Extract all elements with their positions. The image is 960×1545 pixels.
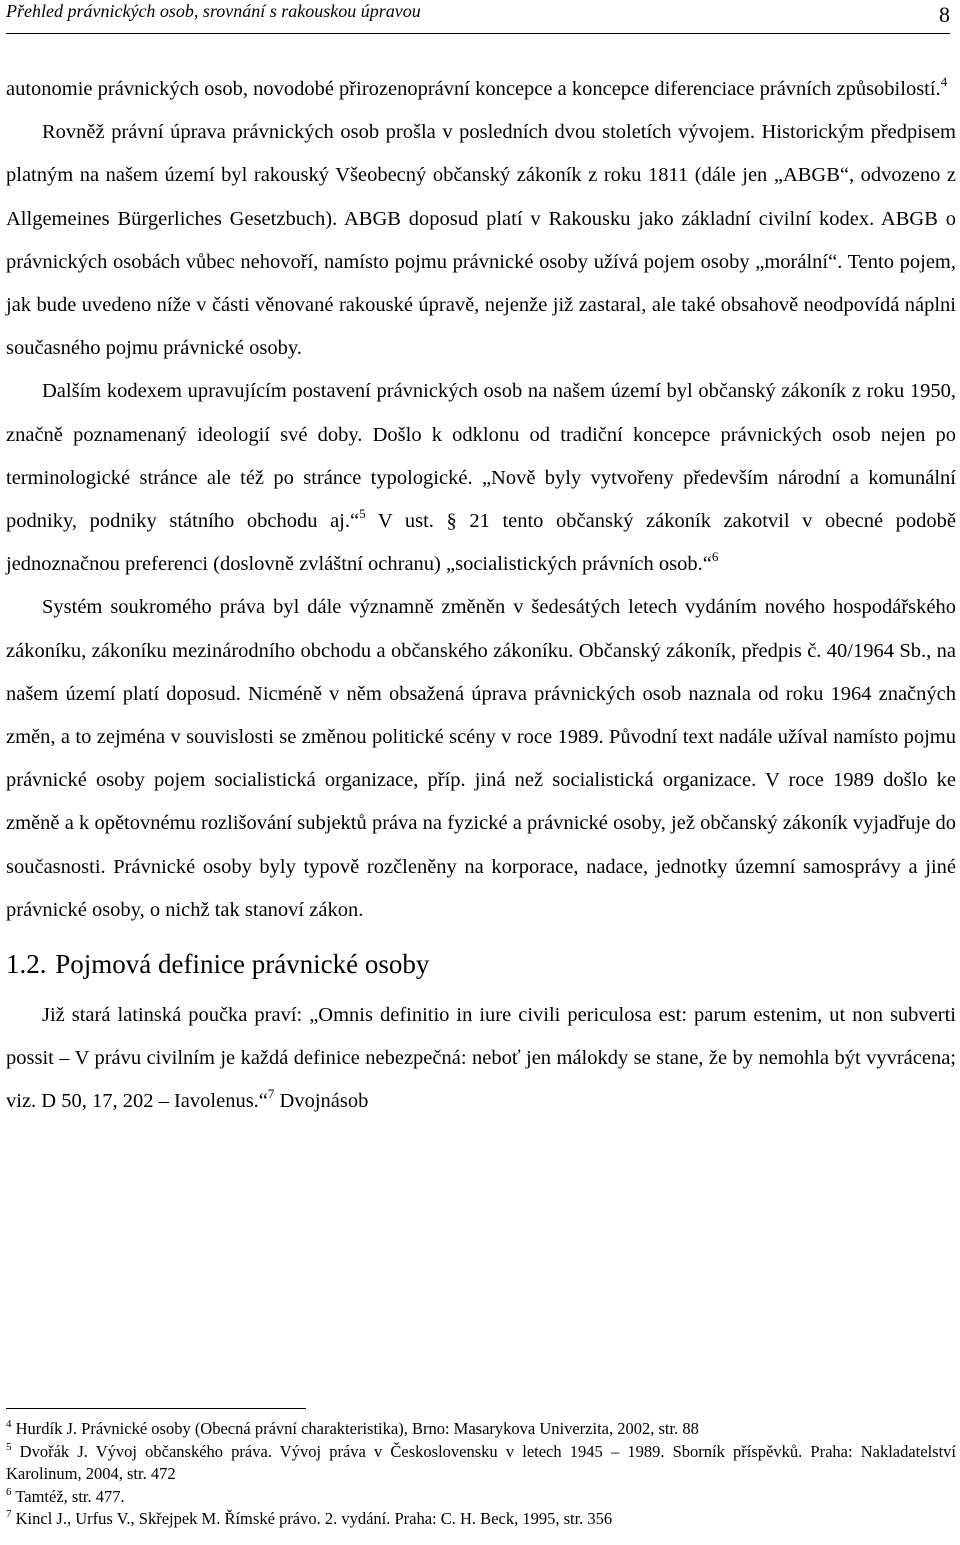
paragraph-4: Systém soukromého práva byl dále významně změněn v šedesátých letech vydáním nového hospodářského zákoníku, zákoníku mezinárodního obchodu a občanského zákoníku. Občanský zákoník, předpis č. 40/1964 Sb., na našem území platí doposud. Nicméně v něm obsažená úprava právnických osob naznala od roku 1964 značných změn, a to zejména v souvislosti se změnou politické scény v roce 1989. Původní text nadále užíval namísto pojmu právnické osoby pojem socialistická organizace, příp. jiná než socialistická organizace. V roce 1989 došlo ke změně a k opětovnému rozlišování subjektů práva na fyzické a právnické osoby, jež občanský zákoník vyjadřuje do současnosti. Právnické osoby byly typově rozčleněny na korporace, nadace, jednotky územní samosprávy a jiné právnické osoby, o nichž tak stanoví zákon.: [6, 596, 956, 921]
page-number: 8: [939, 2, 950, 27]
section-number: 1.2.: [6, 949, 47, 980]
section-heading: [6, 938, 956, 990]
footnote-separator: [6, 1408, 306, 1409]
section-title: Pojmová definice právnické osoby: [55, 949, 430, 980]
footnote-5: $^5$ Dvořák J. Vývoj občanského práva. Vývoj práva v Československu v letech 1945 – 1989. Sborník příspěvků. Praha: Nakladatelství Karolinum, 2004, str. 472: [6, 1440, 957, 1483]
paragraph-1: autonomie právnických osob, novodobé přirozenoprávní koncepce a koncepce diferenciace právních způsobilostí.$^4$: [6, 74, 948, 100]
header-rule: [6, 33, 950, 34]
paragraph-2: Rovněž právní úprava právnických osob prošla v posledních dvou stoletích vývojem. Historickým předpisem platným na našem území byl rakouský Všeobecný občanský zákoník z roku 1811 (dále jen „ABGB“, odvozeno z Allgemeines Bürgerliches Gesetzbuch). ABGB doposud platí v Rakousku jako základní civilní kodex. ABGB o právnických osobách vůbec nehovoří, namísto pojmu právnické osoby užívá pojem osoby „morální“. Tento pojem, jak bude uvedeno níže v části věnované rakouské úpravě, nejenže již zastaral, ale také obsahově neodpovídá náplni současného pojmu právnické osoby.: [6, 121, 956, 360]
page-body: [6, 68, 956, 1124]
footnote-4: $^4$ Hurdík J. Právnické osoby (Obecná právní charakteristika), Brno: Masarykova Univerzita, 2002, str. 88: [6, 1418, 699, 1438]
paragraph-3: Dalším kodexem upravujícím postavení právnických osob na našem území byl občanský zákoník z roku 1950, značně poznamenaný ideologií své doby. Došlo k odklonu od tradiční koncepce právnických osob nejen po terminologické stránce ale též po stránce typologické. „Nově byly vytvořeny především národní a komunální podniky, podniky státního obchodu aj.“$^5$ V ust. § 21 tento občanský zákoník zakotvil v obecné podobě jednoznačnou preferenci (doslovně zvláštní ochranu) „socialistických právních osob.“$^6$: [6, 380, 957, 576]
footnote-ref-6: 6: [711, 549, 719, 565]
header-title: Přehled právnických osob, srovnání s rakouskou úpravou: [6, 1, 421, 21]
footnote-ref-4: 4: [940, 74, 948, 89]
footnote-ref-7: 7: [267, 1086, 275, 1102]
footnote-ref-5: 5: [359, 506, 366, 522]
footnote-6: $^6$ Tamtéž, str. 477.: [6, 1485, 125, 1506]
paragraph-5: Již stará latinská poučka praví: „Omnis definitio in iure civili periculosa est: parum estenim, ut non subverti possit – V právu civilním je každá definice nebezpečná: neboť jen málokdy se stane, že by nemohla být vyvrácena; viz. D 50, 17, 202 – Iavolenus.“$^7$ Dvojnásob: [6, 1004, 956, 1113]
running-header: [6, 0, 950, 32]
footnote-7: $^7$ Kincl J., Urfus V., Skřejpek M. Římské právo. 2. vydání. Praha: C. H. Beck, 1995, str. 356: [6, 1508, 613, 1528]
footnotes: [6, 1418, 956, 1531]
